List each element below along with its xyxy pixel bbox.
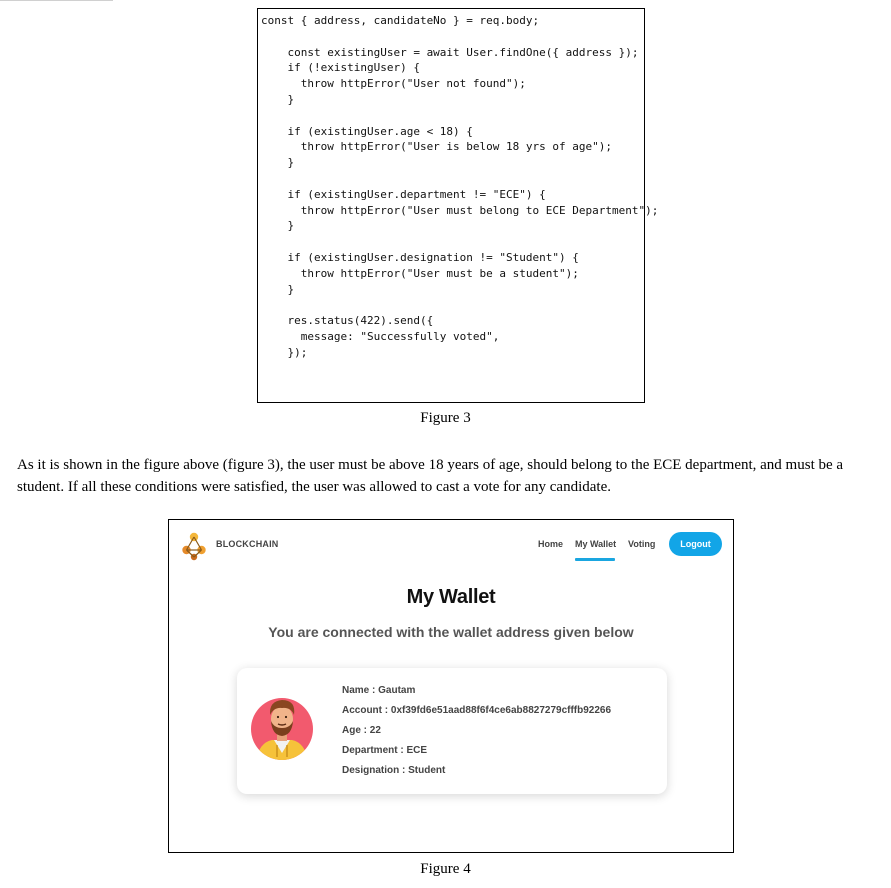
nav-home[interactable]: Home <box>538 539 564 549</box>
code-line <box>261 108 658 124</box>
code-line <box>261 234 658 250</box>
user-age: Age : 22 <box>342 725 381 736</box>
user-avatar-icon <box>250 685 314 763</box>
code-line: if (existingUser.designation != "Student") { <box>261 250 579 264</box>
code-line: res.status(422).send({ <box>261 314 434 328</box>
user-department: Department : ECE <box>342 745 428 756</box>
user-info-card <box>237 668 667 794</box>
code-figure <box>257 8 659 403</box>
page-top-rule <box>0 0 113 1</box>
code-line <box>261 297 658 313</box>
figure-4-caption: Figure 4 <box>420 861 471 877</box>
wallet-screenshot <box>168 519 734 853</box>
code-line: throw httpError("User is below 18 yrs of age"); <box>261 140 612 154</box>
code-line: } <box>261 92 295 106</box>
nav-voting[interactable]: Voting <box>628 539 656 549</box>
code-line: message: "Successfully voted", <box>261 329 500 343</box>
code-line: const { address, candidateNo } = req.body; <box>261 14 540 27</box>
code-line: const existingUser = await User.findOne({ address }); <box>261 45 639 59</box>
code-line: if (existingUser.age < 18) { <box>261 124 473 138</box>
figure-3-caption: Figure 3 <box>420 410 471 426</box>
logout-button[interactable]: Logout <box>669 532 722 556</box>
code-line: } <box>261 156 295 170</box>
user-details <box>342 683 611 783</box>
code-line: throw httpError("User not found"); <box>261 77 526 91</box>
code-line: throw httpError("User must belong to ECE Department"); <box>261 203 659 217</box>
code-line <box>261 171 658 187</box>
nav-my-wallet[interactable]: My Wallet <box>575 539 617 549</box>
navbar <box>169 520 733 570</box>
user-designation: Designation : Student <box>342 765 446 776</box>
code-block <box>261 13 658 361</box>
page-title: My Wallet <box>406 586 496 608</box>
user-name: Name : Gautam <box>342 685 416 696</box>
code-line: }); <box>261 345 308 359</box>
active-nav-indicator <box>575 558 615 561</box>
body-paragraph: As it is shown in the figure above (figure 3), the user must be above 18 years of age, should belong to the ECE department, and must be a student. If all these conditions were satisfied, the user was allowed to cast a vote for any candidate. <box>17 457 844 495</box>
brand-name: BLOCKCHAIN <box>216 539 279 549</box>
page-subtitle: You are connected with the wallet address given below <box>268 624 634 640</box>
user-account: Account : 0xf39fd6e51aad88f6f4ce6ab8827279cfffb92266 <box>342 705 612 716</box>
blockchain-logo-icon <box>181 531 207 561</box>
code-line: if (!existingUser) { <box>261 61 420 75</box>
code-line <box>261 29 658 45</box>
code-line: if (existingUser.department != "ECE") { <box>261 187 546 201</box>
code-line: } <box>261 282 295 296</box>
code-line: throw httpError("User must be a student"); <box>261 266 579 280</box>
code-line: } <box>261 219 295 233</box>
